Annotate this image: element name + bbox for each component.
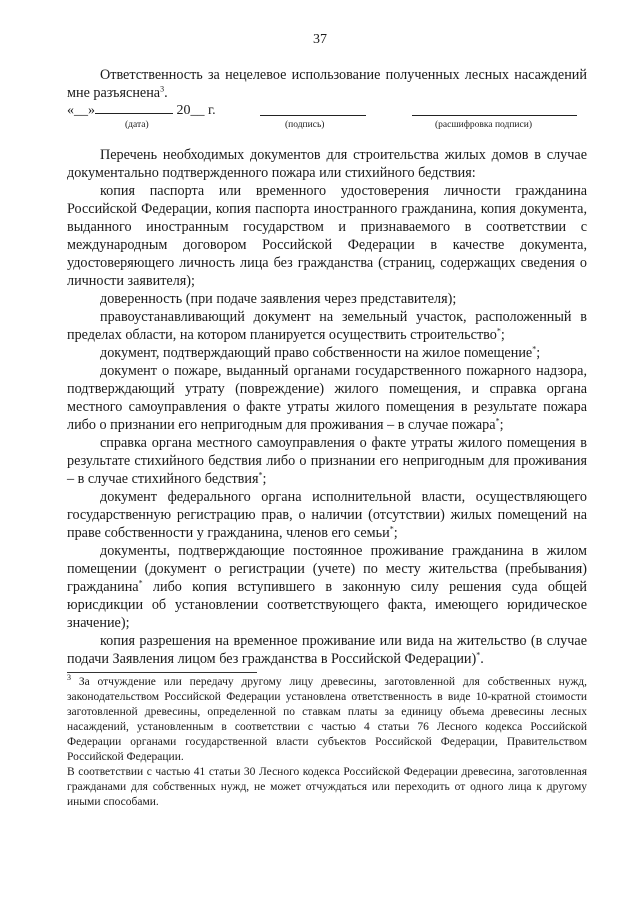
caption-date: (дата) [125, 120, 149, 130]
documents-list [67, 146, 587, 668]
date-year-suffix: __ г. [190, 103, 216, 118]
list-item: правоустанавливающий документ на земельный участок, расположенный в пределах области, на котором планируется осуществить строительство*; [67, 309, 587, 343]
footnote-paragraph: В соответствии с частью 41 статьи 30 Лесного кодекса Российской Федерации древесина, заготовленная гражданами для собственных нужд, не может отчуждаться или переходить от одного лица к другому иными способами. [67, 766, 587, 808]
list-item: документ о пожаре, выданный органами государственного пожарного надзора, подтверждающий утрату (повреждение) жилого помещения, и справка органа местного самоуправления о факте утраты жилого помещения в результате пожара либо о признании его непригодным для проживания – в случае пожара*; [67, 363, 587, 433]
list-item: документ, подтверждающий право собственности на жилое помещение*; [100, 344, 541, 361]
date-day: «__» [67, 103, 95, 118]
signature-line [260, 102, 366, 116]
list-item: справка органа местного самоуправления о факте утраты жилого помещения в результате стихийного бедствия либо о признании его непригодным для проживания – в случае стихийного бедствия*; [67, 435, 587, 487]
list-item: копия разрешения на временное проживание или вида на жительство (в случае подачи Заявления лицом без гражданства в Российской Федерации)*. [67, 633, 587, 667]
footnote-ref-3: 3 [160, 84, 165, 94]
signature-row [67, 100, 587, 134]
responsibility-text: Ответственность за нецелевое использование полученных лесных насаждений мне разъяснена [67, 67, 587, 101]
list-item: документ федерального органа исполнительной власти, осуществляющего государственную регистрацию прав, о наличии (отсутствии) жилых помещений на праве собственности у гражданина, членов его семьи*; [67, 489, 587, 541]
footnote-separator [67, 672, 257, 673]
list-item: документы, подтверждающие постоянное проживание гражданина в жилом помещении (документ о регистрации (учете) по месту жительства (пребывания) гражданина* либо копия вступившего в законную силу решения суда общей юрисдикции об установлении соответствующего факта, имеющего юридическое значение); [67, 543, 587, 631]
decode-line [412, 102, 577, 116]
responsibility-statement [67, 66, 587, 102]
list-intro: Перечень необходимых документов для строительства жилых домов в случае документально подтвержденного пожара или стихийного бедствия: [67, 147, 587, 181]
page-number: 37 [313, 32, 327, 47]
footnote-mark: 3 [67, 673, 71, 683]
list-item: доверенность (при подаче заявления через представителя); [100, 291, 457, 307]
date-month-line [95, 100, 173, 114]
date-year-prefix: 20 [176, 103, 191, 118]
footnote [67, 675, 587, 810]
footnote-paragraph: $^3$ За отчуждение или передачу другому лицу древесины, заготовленной для собственных нужд, законодательством Российской Федерации установлена ответственность в виде 10-кратной стоимости заготовленной древесины, определенной по ставкам платы за единицу объема древесины лесных насаждений, установленным в соответствии с частью 4 статьи 76 Лесного кодекса Российской Федерации органами государственной власти субъектов Российской Федерации, Правительством Российской Федерации. [67, 673, 587, 763]
caption-decode: (расшифровка подписи) [435, 120, 532, 130]
date-field [67, 100, 216, 119]
responsibility-end: . [164, 85, 168, 101]
list-item: копия паспорта или временного удостоверения личности гражданина Российской Федерации, копия паспорта иностранного гражданина, копия документа, выданного иностранным государством и признаваемого в соответствии с международным договором Российской Федерации в качестве документа, удостоверяющего личность лица без гражданства (страниц, содержащих сведения о личности заявителя); [67, 183, 587, 289]
caption-signature: (подпись) [285, 120, 325, 130]
